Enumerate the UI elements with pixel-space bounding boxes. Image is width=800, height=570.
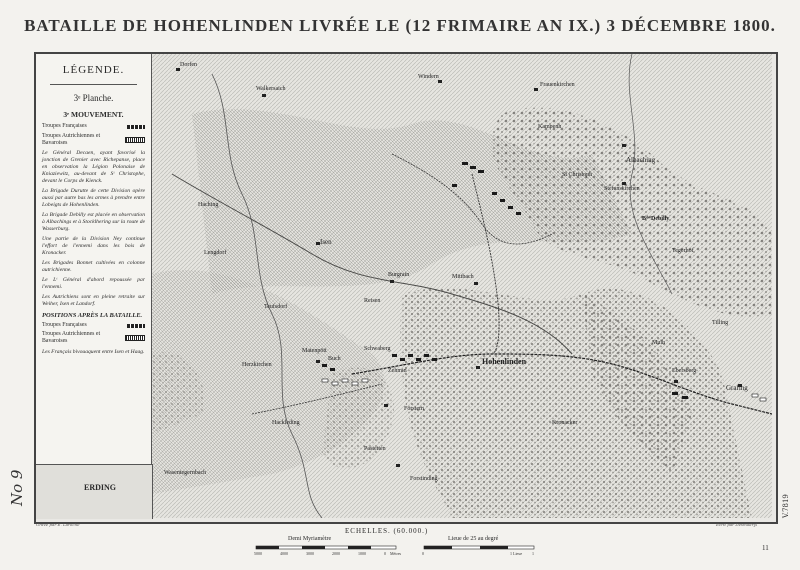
austrian-symbol-icon: [125, 137, 145, 143]
legend-label-austrian: Troupes Autrichiennes et Bavaroises: [42, 132, 101, 146]
scale-caption-left: Mètres: [390, 551, 402, 556]
legend-pos-row-austrian: [42, 331, 145, 345]
legend-paragraph: Une partie de la Division Ney continue l'effort de l'ennemi dans les bois de Kronacker.: [42, 235, 145, 256]
legend-panel: [36, 54, 152, 494]
place-kampenh: Kampenh: [538, 124, 562, 130]
legend-paragraph: La Brigade Debilly est placée en observation à Albachings et à Stocklhering sur la route de Wasserburg.: [42, 211, 145, 232]
legend-planche: 3ᵉ Planche.: [73, 92, 114, 103]
archive-stamp: V.7819: [782, 494, 790, 518]
place-tilling: Tilling: [712, 320, 729, 326]
place-frauenkirchen: Frauenkirchen: [540, 82, 575, 88]
legend-paragraph: Le Lᵗ Général d'abord repoussée par l'ennemi.: [42, 276, 145, 290]
place-buch: Buch: [328, 356, 341, 362]
place-walkersaich: Walkersaich: [256, 86, 286, 92]
scale-caption-right: 1 Lieue: [510, 551, 523, 556]
scale-tick: 1000: [358, 551, 366, 556]
place-lengdorf: Lengdorf: [204, 250, 227, 256]
map-canvas[interactable]: [152, 54, 772, 518]
engraver-credit: Gravé par E. Laroche: [36, 522, 80, 527]
scale-tick: 4000: [280, 551, 288, 556]
place-teufsdorf: Teufsdorf: [264, 304, 288, 310]
place-burgrain: Burgrain: [388, 272, 410, 278]
place-pastetten: Pastetten: [364, 446, 386, 452]
place-forstinding: Forstinding: [410, 476, 438, 482]
place-mulh: Mulh: [652, 340, 666, 346]
writer-credit: Écrit par Desmadryl: [716, 522, 758, 527]
legend-rule: [50, 84, 137, 85]
scale-tick: 3000: [306, 551, 314, 556]
legend-mouvement: 3ᵉ MOUVEMENT.: [63, 110, 124, 119]
place-hackleding: Hackleding: [272, 420, 300, 426]
legend-pos-label-french: Troupes Françaises: [42, 321, 87, 328]
place-wasentegernbach: Wasentegernbach: [164, 470, 207, 476]
place-schwaberg: Schwaberg: [364, 346, 391, 352]
place-haching: Haching: [198, 202, 219, 208]
place-debilly: Bᵈᵉ Debilly: [642, 216, 670, 222]
scale-tick: 0: [384, 551, 386, 556]
place-herzkirchen: Herzkirchen: [242, 362, 272, 368]
legend-paragraph: Les Autrichiens sont en pleine retraite sur Weiher, Isen et Landorf.: [42, 293, 145, 307]
legend-pos-label-austrian: Troupes Autrichiennes et Bavaroises: [42, 331, 101, 345]
inset-label-erding: ERDING: [84, 483, 117, 492]
place-tegerhof: Tegerhof: [672, 248, 694, 254]
legend-paragraph: La Brigade Durutte de cette Division opère aussi par autre bas les armes à prendre entre Lobeigts de Hohenlinden.: [42, 188, 145, 208]
legend-positions-heading: POSITIONS APRÈS LA BATAILLE.: [42, 311, 143, 319]
legend-closing: Les Français bivouaquent entre Isen et Haag.: [42, 348, 145, 355]
handwritten-note: No 9: [8, 469, 26, 506]
place-stefanskirchen: Stefanskirchen: [604, 186, 640, 192]
place-reisen: Reisen: [364, 298, 381, 304]
legend-paragraph: Les Brigades Bonnet cultivées en colonne autrichienne.: [42, 259, 145, 273]
place-isen: Isen: [320, 238, 332, 246]
place-albaching: Albaching: [626, 156, 656, 164]
austrian-position-icon: [125, 335, 145, 341]
scale-tick: 5000: [254, 551, 262, 556]
legend-pos-row-french: [42, 322, 145, 329]
scale-left-label: Demi Myriamètre: [288, 536, 332, 542]
place-kronacker: Kronacker: [552, 420, 578, 426]
scale-title: ECHELLES. (60.000.): [345, 527, 429, 535]
place-zehmin: Zehmin: [388, 368, 407, 374]
place-grafing: Grafing: [726, 384, 748, 392]
place-forstern: Forstern: [404, 406, 424, 412]
legend-row-austrian: [42, 133, 145, 147]
scale-tick: 0: [422, 551, 424, 556]
scale-bar: [254, 545, 544, 557]
french-symbol-icon: [127, 125, 145, 129]
place-ebersberg: Ebersberg: [672, 368, 697, 374]
place-st-christoph: St Christoph: [562, 172, 593, 178]
place-matenpott: Matenpött: [302, 348, 327, 354]
legend-row-french: [42, 123, 145, 130]
map-title: BATAILLE DE HOHENLINDEN LIVRÉE LE (12 FRIMAIRE AN IX.) 3 DÉCEMBRE 1800.: [24, 16, 776, 35]
legend-heading: LÉGENDE.: [62, 64, 125, 76]
legend-paragraph: Le Général Decaen, ayant favorisé la jonction de Grenier avec Richepanse, place en observation la Légion Polonaise de Kniaziewitz, au-devant de Sᵗ Christophe, devant le Corps de Kienck.: [42, 150, 145, 185]
place-windern: Windern: [418, 74, 439, 80]
page-number: 11: [762, 544, 769, 552]
scale-tick: 2000: [332, 551, 340, 556]
legend-label-french: Troupes Françaises: [42, 123, 87, 130]
place-hohenlinden: Hohenlinden: [482, 357, 527, 366]
place-mittbach: Mittbach: [452, 274, 474, 280]
place-dorfen: Dorfen: [180, 62, 197, 68]
scale-tick: 1: [532, 551, 534, 556]
scale-right-label: Lieue de 25 au degré: [448, 536, 499, 542]
french-position-icon: [127, 324, 145, 328]
